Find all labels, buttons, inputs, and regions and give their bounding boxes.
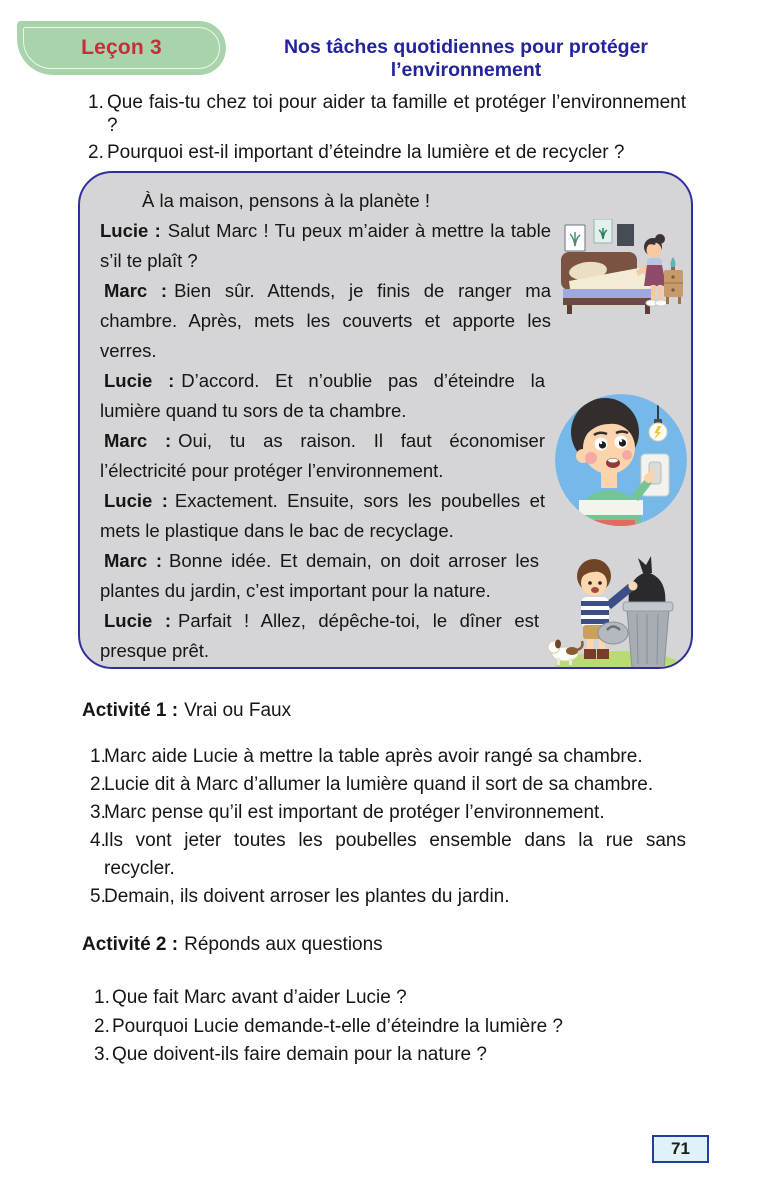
activity-1-item-5 <box>82 883 686 911</box>
lesson-badge-label: Leçon 3 <box>81 36 162 59</box>
activity-2-instruction: Réponds aux questions <box>184 934 383 955</box>
activity-1-label: Activité 1 : <box>82 700 179 721</box>
dialogue-line-4-speaker: Marc : <box>104 430 172 451</box>
activity-1-item-3 <box>82 799 686 827</box>
intro-question-2-text: Pourquoi est-il important d’éteindre la lumière et de recycler ? <box>107 142 625 163</box>
activity-1-item-1 <box>82 743 686 771</box>
trash-scene-icon <box>547 546 685 669</box>
bedroom-scene-icon <box>561 219 683 321</box>
dialogue-box <box>78 171 693 669</box>
page-number-badge: 71 <box>652 1135 709 1163</box>
dialogue-line-2-text: Bien sûr. Attends, je finis de ranger ma chambre. Après, mets les couverts et apporte les verres. <box>100 280 551 361</box>
intro-questions <box>86 91 686 168</box>
activity-2 <box>82 931 686 1070</box>
dialogue-title: À la maison, pensons à la planète ! <box>142 190 430 211</box>
activity-1-item-3-number: 3. <box>90 802 106 823</box>
dialogue-line-1-text: Salut Marc ! Tu peux m’aider à mettre la table s’il te plaît ? <box>100 220 551 271</box>
girl-making-bed-illustration <box>561 219 683 321</box>
dialogue-line-7-text: Parfait ! Allez, dépêche-toi, le dîner est presque prêt. <box>100 610 539 661</box>
activity-2-item-1-number: 1. <box>94 987 110 1008</box>
dialogue-line-1-speaker: Lucie : <box>100 220 161 241</box>
intro-question-1 <box>86 91 686 137</box>
activity-2-item-3 <box>82 1041 686 1070</box>
activity-2-item-2-text: Pourquoi Lucie demande-t-elle d’éteindre la lumière ? <box>112 1015 563 1037</box>
light-switch-scene-icon <box>555 394 687 526</box>
dialogue-line-5-text: Exactement. Ensuite, sors les poubelles et mets le plastique dans le bac de recyclage. <box>100 490 545 541</box>
page-title <box>252 36 680 82</box>
dialogue-line-7-speaker: Lucie : <box>104 610 171 631</box>
activity-1-item-3-text: Marc pense qu’il est important de protéger l’environnement. <box>104 802 605 823</box>
intro-question-1-number: 1. <box>88 92 104 113</box>
activity-1-item-4-number: 4. <box>90 830 106 851</box>
dialogue-line-3-text: D’accord. Et n’oublie pas d’éteindre la lumière quand tu sors de ta chambre. <box>100 370 546 421</box>
activity-2-item-3-number: 3. <box>94 1044 110 1065</box>
activity-1-item-2 <box>82 771 686 799</box>
dialogue-line-3-speaker: Lucie : <box>104 370 175 391</box>
activity-1-item-2-text: Lucie dit à Marc d’allumer la lumière quand il sort de sa chambre. <box>104 774 654 795</box>
boy-taking-out-trash-illustration <box>547 546 685 669</box>
activity-2-item-3-text: Que doivent-ils faire demain pour la nature ? <box>112 1044 487 1065</box>
activity-1-items <box>82 743 686 911</box>
activity-2-heading <box>82 931 686 958</box>
activity-1-item-4-text: Ils vont jeter toutes les poubelles ensemble dans la rue sans recycler. <box>104 830 686 879</box>
dialogue-line-2-speaker: Marc : <box>104 280 168 301</box>
activity-2-item-2 <box>82 1013 686 1042</box>
activity-1-item-1-text: Marc aide Lucie à mettre la table après avoir rangé sa chambre. <box>104 746 643 767</box>
intro-question-2-number: 2. <box>88 142 104 163</box>
dialogue-line-6-text: Bonne idée. Et demain, on doit arroser les plantes du jardin, c’est important pour la nature. <box>100 550 539 601</box>
page-title-line2: l’environnement <box>390 59 542 81</box>
activity-1-item-5-text: Demain, ils doivent arroser les plantes du jardin. <box>104 886 510 907</box>
activity-2-item-2-number: 2. <box>94 1015 110 1037</box>
boy-turning-off-light-illustration <box>555 394 687 526</box>
activity-2-item-1 <box>82 984 686 1013</box>
page-title-line1: Nos tâches quotidiennes pour protéger <box>283 36 649 58</box>
activity-1-instruction: Vrai ou Faux <box>184 700 292 721</box>
activity-2-items <box>82 984 686 1070</box>
activity-1-item-2-number: 2. <box>90 774 106 795</box>
activity-1-item-4 <box>82 827 686 883</box>
activity-2-item-1-text: Que fait Marc avant d’aider Lucie ? <box>112 987 407 1008</box>
activity-1-item-5-number: 5. <box>90 886 106 907</box>
dialogue-line-5-speaker: Lucie : <box>104 490 168 511</box>
intro-question-2 <box>86 141 686 164</box>
activity-1-heading <box>82 697 686 724</box>
activity-1-item-1-number: 1. <box>90 746 106 767</box>
activity-1 <box>82 697 686 911</box>
lesson-badge <box>17 21 226 75</box>
dialogue-line-6-speaker: Marc : <box>104 550 162 571</box>
activity-2-label: Activité 2 : <box>82 934 179 955</box>
intro-question-1-text: Que fais-tu chez toi pour aider ta famille et protéger l’environnement ? <box>107 92 686 136</box>
dialogue-line-4-text: Oui, tu as raison. Il faut économiser l’électricité pour protéger l’environnement. <box>100 430 545 481</box>
